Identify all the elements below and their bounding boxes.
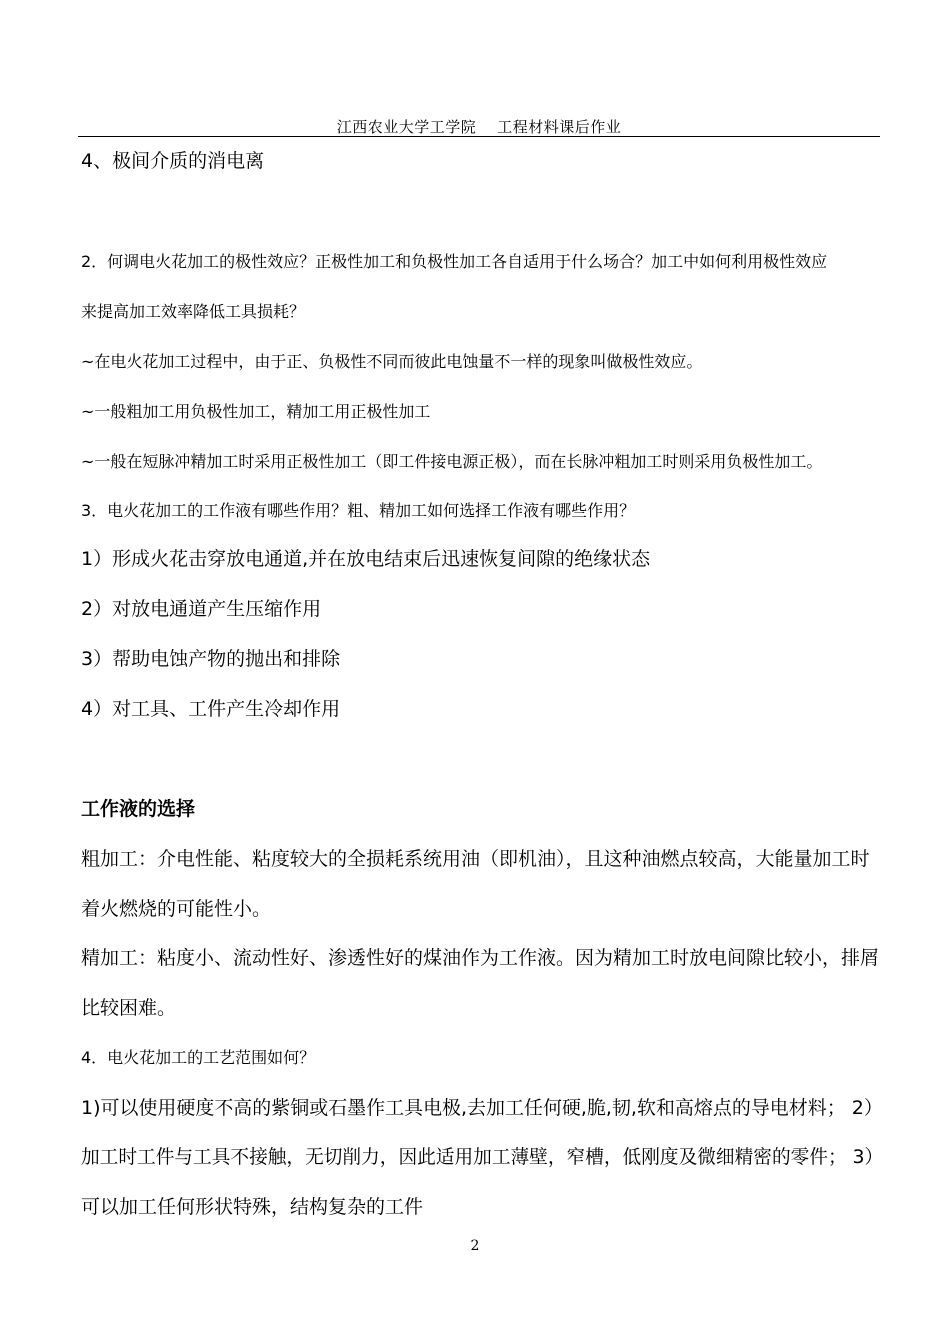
question-4: 4．电火花加工的工艺范围如何？ <box>81 1048 316 1067</box>
answer-2-pulse: ~一般在短脉冲精加工时采用正极性加工（即工件接电源正极），而在长脉冲粗加工时则采用负极性加工。 <box>81 452 823 471</box>
list-item-2: 2）对放电通道产生压缩作用 <box>81 598 322 620</box>
answer-4-line-1: 1)可以使用硬度不高的紫铜或石墨作工具电极,去加工任何硬,脆,韧,软和高熔点的导电材料； 2） <box>81 1097 883 1119</box>
answer-4-line-3: 可以加工任何形状特殊，结构复杂的工件 <box>81 1196 424 1218</box>
answer-2-polarity-definition: ~在电火花加工过程中，由于正、负极性不同而彼此电蚀量不一样的现象叫做极性效应。 <box>81 352 703 371</box>
answer-4-line-2: 加工时工件与工具不接触，无切削力，因此适用加工薄壁，窄槽，低刚度及微细精密的零件； 3） <box>81 1146 884 1168</box>
list-item-dielectric-deionization: 4、极间介质的消电离 <box>81 150 265 172</box>
list-item-1: 1）形成火花击穿放电通道,并在放电结束后迅速恢复间隙的绝缘状态 <box>81 548 651 570</box>
finish-machining-line-2: 比较困难。 <box>81 997 177 1019</box>
rough-machining-line-2: 着火燃烧的可能性小。 <box>81 898 272 920</box>
question-2-line-2: 来提高加工效率降低工具损耗？ <box>81 302 306 321</box>
page-header: 江西农业大学工学院 工程材料课后作业 <box>336 118 622 136</box>
finish-machining-line-1: 精加工：粘度小、流动性好、渗透性好的煤油作为工作液。因为精加工时放电间隙比较小，排屑 <box>81 947 880 969</box>
question-3: 3．电火花加工的工作液有哪些作用？粗、精加工如何选择工作液有哪些作用？ <box>81 501 636 520</box>
section-heading-fluid-selection: 工作液的选择 <box>81 798 196 820</box>
answer-2-usage: ~一般粗加工用负极性加工，精加工用正极性加工 <box>81 402 431 421</box>
question-2-line-1: 2．何调电火花加工的极性效应？正极性加工和负极性加工各自适用于什么场合？加工中如何利用极性效应 <box>81 252 828 271</box>
page-number: 2 <box>470 1238 480 1254</box>
rough-machining-line-1: 粗加工：介电性能、粘度较大的全损耗系统用油（即机油），且这种油燃点较高，大能量加工时 <box>81 848 870 870</box>
list-item-3: 3）帮助电蚀产物的抛出和排除 <box>81 648 341 670</box>
list-item-4: 4）对工具、工件产生冷却作用 <box>81 698 341 720</box>
header-rule <box>78 136 880 137</box>
